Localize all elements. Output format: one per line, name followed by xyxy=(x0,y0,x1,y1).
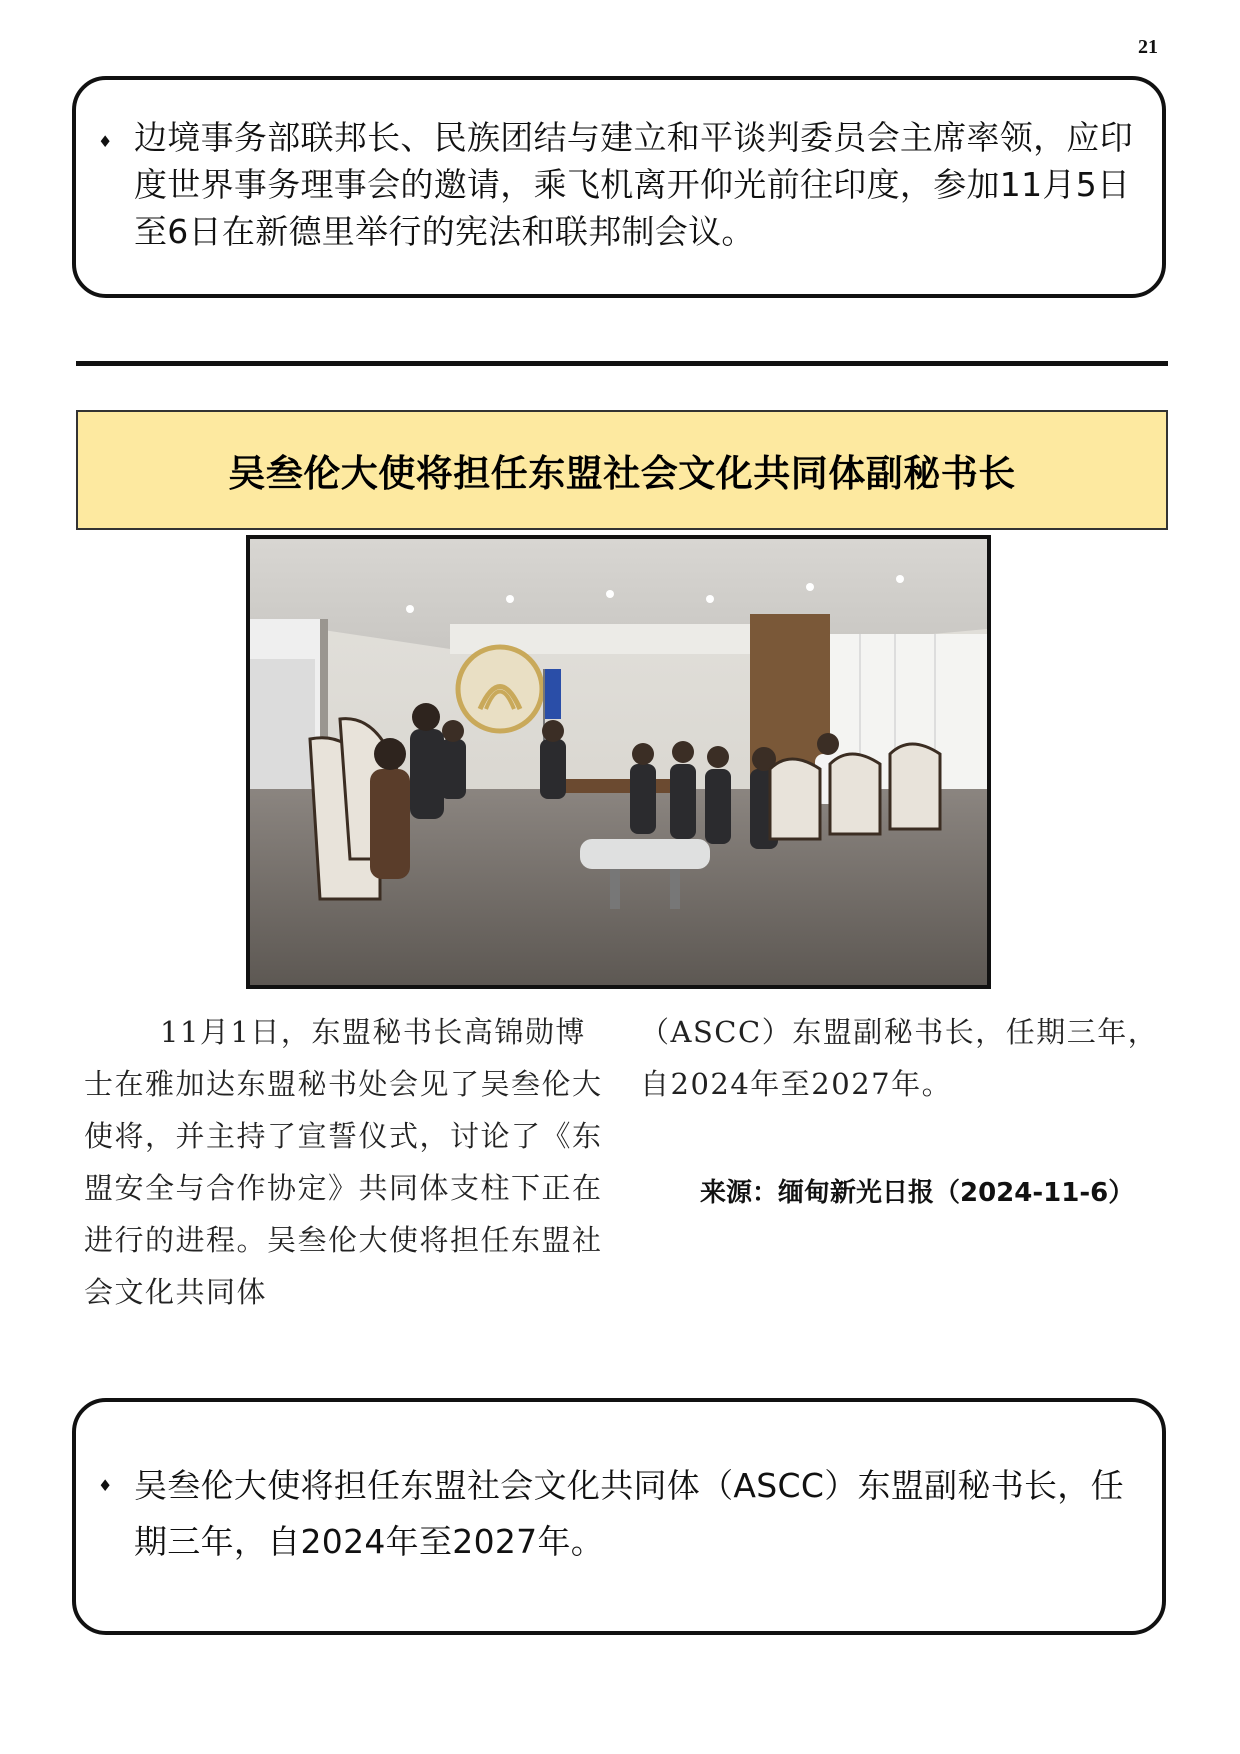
summary-box-top xyxy=(72,76,1166,298)
meeting-photo xyxy=(246,535,991,989)
article-source: 来源：缅甸新光日报（2024-11-6） xyxy=(700,1178,1135,1208)
bullet-item xyxy=(98,114,1148,255)
article-body-right: （ASCC）东盟副秘书长，任期三年，自2024年至2027年。 xyxy=(640,1015,1159,1101)
bullet-text: 边境事务部联邦长、民族团结与建立和平谈判委员会主席率领，应印度世界事务理事会的邀请，乘飞机离开仰光前往印度，参加11月5日至6日在新德里举行的宪法和联邦制会议。 xyxy=(134,118,1133,251)
bullet-item xyxy=(98,1458,1148,1570)
summary-box-bottom xyxy=(72,1398,1166,1635)
section-divider xyxy=(76,361,1168,366)
diamond-bullet-icon: ♦ xyxy=(98,1476,113,1495)
article-title: 吴叁伦大使将担任东盟社会文化共同体副秘书长 xyxy=(228,452,1016,495)
article-body-left: 11月1日，东盟秘书长高锦勋博士在雅加达东盟秘书处会见了吴叁伦大使将，并主持了宣誓仪式，讨论了《东盟安全与合作协定》共同体支柱下正在进行的进程。吴叁伦大使将担任东盟社会文化共同体 xyxy=(84,1015,603,1309)
page-number: 21 xyxy=(1138,36,1158,58)
article-title-box xyxy=(76,410,1168,530)
bullet-text: 吴叁伦大使将担任东盟社会文化共同体（ASCC）东盟副秘书长，任期三年，自2024年至2027年。 xyxy=(134,1466,1124,1561)
diamond-bullet-icon: ♦ xyxy=(98,132,113,151)
